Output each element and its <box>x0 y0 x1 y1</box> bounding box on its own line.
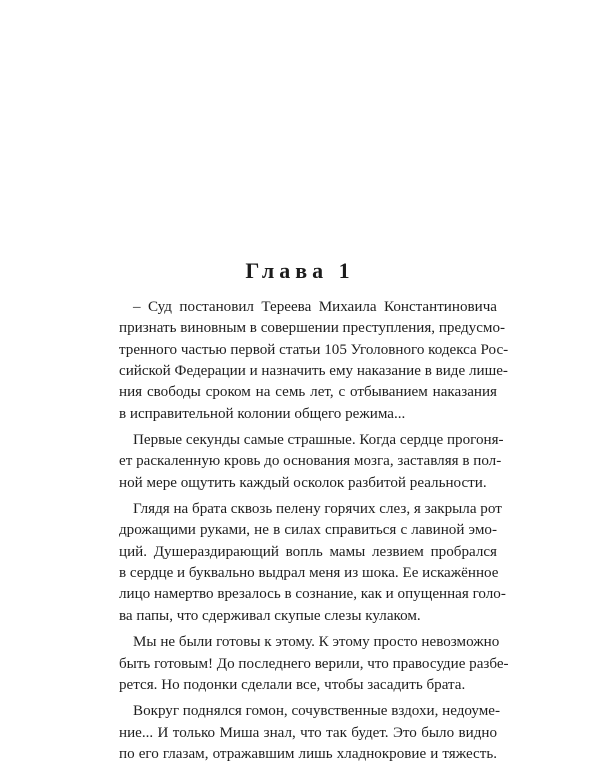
text-line: тренного частью первой статьи 105 Уголовного кодекса Рос- <box>119 341 509 358</box>
text-line: ва папы, что сдерживал скупые слезы кулаком. <box>119 607 421 624</box>
text-line: быть готовым! До последнего верили, что правосудие разбе- <box>119 655 509 672</box>
text-line: ние... И только Миша знал, что так будет. Это было видно <box>119 724 497 741</box>
text-line: Глядя на брата сквозь пелену горячих слез, я закрыла рот <box>133 501 502 518</box>
text-line: сийской Федерации и назначить ему наказание в виде лише- <box>119 363 508 380</box>
text-line: в сердце и буквально выдрал меня из шока. Ее искажённое <box>119 565 499 582</box>
text-line: в исправительной колонии общего режима... <box>119 405 406 422</box>
chapter-body <box>119 297 509 770</box>
text-line: дрожащими руками, не в силах справиться с лавиной эмо- <box>119 522 497 539</box>
text-line: Мы не были готовы к этому. К этому просто невозможно <box>133 634 500 651</box>
text-line: признать виновным в совершении преступления, предусмо- <box>119 320 506 337</box>
paragraph-5 <box>119 701 500 765</box>
paragraph-4 <box>119 632 509 696</box>
text-line: рется. Но подонки сделали все, чтобы засадить брата. <box>119 676 466 693</box>
paragraph-1 <box>119 297 509 425</box>
text-line: по его глазам, отражавшим лишь хладнокровие и тяжесть. <box>119 745 497 762</box>
paragraph-2 <box>119 430 504 494</box>
text-line: ций. Душераздирающий вопль мамы лезвием пробрался <box>119 543 497 560</box>
paragraph-3 <box>119 499 506 627</box>
text-line: ной мере ощутить каждый осколок разбитой реальности. <box>119 474 487 491</box>
text-line: Первые секунды самые страшные. Когда сердце прогоня- <box>133 432 504 449</box>
chapter-title: Глава 1 <box>245 258 355 283</box>
text-line: ет раскаленную кровь до основания мозга, заставляя в пол- <box>119 453 502 470</box>
text-line: ния свободы сроком на семь лет, с отбыванием наказания <box>119 384 497 401</box>
text-line: лицо намертво врезалось в сознание, как и опущенная голо- <box>119 586 506 603</box>
text-line: – Суд постановил Тереева Михаила Константиновича <box>133 299 497 315</box>
text-line: Вокруг поднялся гомон, сочувственные вздохи, недоуме- <box>133 703 500 720</box>
